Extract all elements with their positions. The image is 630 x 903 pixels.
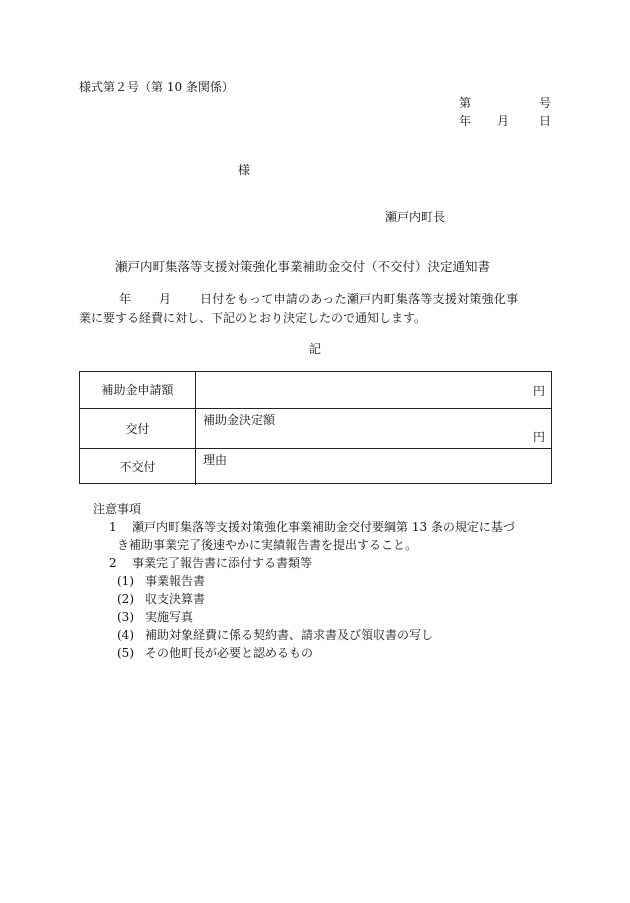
date-month-label: 月 [497, 114, 510, 128]
reason-label: 理由 [203, 453, 228, 467]
sub-item-number: (2) [117, 592, 134, 606]
decided-amount-label: 補助金決定額 [203, 413, 276, 427]
sub-item-text: 補助対象経費に係る契約書、請求書及び領収書の写し [145, 628, 434, 642]
sub-item-text: 収支決算書 [145, 592, 206, 606]
sub-item-number: (1) [117, 574, 134, 588]
note-item-1 [109, 521, 515, 533]
table-row-value [196, 449, 551, 485]
sender-name: 瀬戸内町長 [385, 210, 446, 224]
yen-unit: 円 [532, 384, 545, 398]
notes-heading: 注意事項 [93, 502, 142, 516]
body-text: 日付をもって申請のあった瀬戸内町集落等支援対策強化事 [200, 292, 519, 306]
sub-item [117, 575, 205, 587]
sub-item [117, 629, 433, 641]
note-text: 事業完了報告書に添付する書類等 [132, 556, 313, 570]
sub-item [117, 611, 193, 623]
doc-number-label: 第 [459, 96, 472, 110]
note-number: 2 [109, 556, 117, 570]
sub-item [117, 647, 313, 659]
date-day-label: 日 [539, 114, 552, 128]
table-row-label: 交付 [80, 409, 196, 448]
date-year-label: 年 [459, 114, 472, 128]
document-title: 瀬戸内町集落等支援対策強化事業補助金交付（不交付）決定通知書 [115, 259, 491, 274]
table-row-label: 補助金申請額 [80, 372, 196, 408]
doc-number-suffix: 号 [539, 96, 552, 110]
ki-heading: 記 [309, 342, 322, 356]
body-month-label: 月 [159, 292, 172, 306]
table-row-value [196, 409, 551, 448]
form-number: 様式第２号（第 10 条関係） [79, 80, 234, 94]
recipient-honorific: 様 [238, 163, 251, 177]
decision-table [79, 371, 552, 484]
sub-item-text: 実施写真 [145, 610, 194, 624]
table-row-grant [80, 409, 551, 449]
note-item-1-continuation: き補助事業完了後速やかに実績報告書を提出すること。 [117, 538, 418, 552]
sub-item [117, 593, 205, 605]
note-number: 1 [109, 520, 117, 534]
body-year-label: 年 [119, 292, 132, 306]
yen-unit: 円 [532, 430, 545, 444]
sub-item-number: (4) [117, 628, 134, 642]
note-item-2 [109, 557, 312, 569]
table-row-label: 不交付 [80, 449, 196, 485]
body-paragraph-line-2: 業に要する経費に対し、下記のとおり決定したので通知します。 [79, 311, 427, 325]
note-text: 瀬戸内町集落等支援対策強化事業補助金交付要綱第 13 条の規定に基づ [132, 520, 515, 534]
table-row-application-amount [80, 372, 551, 409]
table-row-value [196, 372, 551, 408]
sub-item-number: (3) [117, 610, 134, 624]
sub-item-text: 事業報告書 [145, 574, 206, 588]
table-row-non-grant [80, 449, 551, 485]
sub-item-number: (5) [117, 646, 134, 660]
sub-item-text: その他町長が必要と認めるもの [145, 646, 314, 660]
